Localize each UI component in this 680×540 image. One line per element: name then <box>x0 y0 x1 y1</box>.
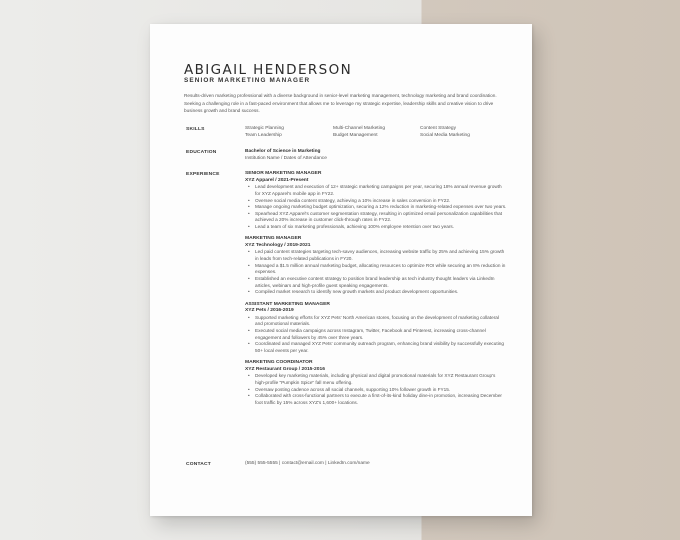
job-bullets <box>245 315 507 355</box>
skill-item: Budget Management <box>333 132 378 138</box>
resume-page <box>150 24 532 516</box>
skills-column-2 <box>333 126 385 140</box>
job-entry <box>245 236 507 296</box>
job-bullets <box>245 249 507 296</box>
job-entry <box>245 302 507 355</box>
job-title: ASSISTANT MARKETING MANAGER <box>245 301 330 307</box>
job-bullet: • Lead a team of six marketing professionals, achieving 100% employee retention over two years. <box>255 224 507 231</box>
job-title: MARKETING COORDINATOR <box>245 360 313 366</box>
job-company: XYZ Pets / 2016-2019 <box>245 308 294 314</box>
job-bullet: • Spearhead XYZ Apparel's customer segmentation strategy, resulting in optimized email personalization capabilities that achieved a 20% increase in customer click-through rates in FY22. <box>255 211 507 224</box>
contact-label: CONTACT <box>186 462 211 467</box>
education-entry <box>245 149 327 163</box>
job-company: XYZ Apparel / 2021-Present <box>245 177 309 183</box>
job-bullet: • Collaborated with cross-functional partners to execute a first-of-its-kind holiday dine-in promotion, increasing December foot traffic by 15% across XYZ's 1,600+ locations. <box>255 393 507 406</box>
resume-job-title: SENIOR MARKETING MANAGER <box>184 77 311 84</box>
job-bullet: • Developed key marketing materials, including physical and digital promotional materials for XYZ Restaurant Group's high-profile "Pumpkin Spice" fall menu offering. <box>255 373 507 386</box>
education-label: EDUCATION <box>186 150 217 155</box>
job-company: XYZ Restaurant Group / 2015-2016 <box>245 366 325 372</box>
education-institution: Institution Name / Dates of Attendance <box>245 155 327 161</box>
education-degree: Bachelor of Science in Marketing <box>245 149 321 154</box>
job-bullet: • Supported marketing efforts for XYZ Pets' North American stores, focusing on the development of marketing collateral and promotional materials. <box>255 315 507 328</box>
experience-label: EXPERIENCE <box>186 172 220 177</box>
skill-item: Content Strategy <box>420 126 456 131</box>
skill-item: Social Media Marketing <box>420 132 470 138</box>
resume-name: ABIGAIL HENDERSON <box>184 62 353 78</box>
job-bullet: • Lead development and execution of 12+ strategic marketing campaigns per year, securing 18% annual revenue growth for XYZ Apparel's mobile app in FY22. <box>255 184 507 197</box>
job-bullet: • Oversee social media content strategy, achieving a 10% increase in sales conversion in FY22. <box>255 198 507 205</box>
job-entry <box>245 360 507 406</box>
job-bullet: • Coordinated and managed XYZ Pets' community outreach program, enhancing brand visibility by successfully executing 50+ local events per year. <box>255 341 507 354</box>
skill-item: Strategic Planning <box>245 126 284 131</box>
job-bullets <box>245 373 507 406</box>
skills-label: SKILLS <box>186 127 205 132</box>
skill-item: Team Leadership <box>245 132 282 138</box>
job-title: SENIOR MARKETING MANAGER <box>245 171 322 176</box>
experience-list <box>245 171 507 412</box>
job-bullet: • Managed a $1.5 million annual marketing budget, allocating resources to optimize ROI while securing an 8% reduction in expenses. <box>255 263 507 276</box>
resume-summary: Results-driven marketing professional with a diverse background in senior-level marketing management, technology marketing and brand coordination. Seeking a challenging role in a fast-paced environment that allows me to leverage my strategic expertise, leadership skills and creative vision to drive business growth and brand success. <box>184 93 497 114</box>
skills-column-1 <box>245 126 284 140</box>
skills-column-3 <box>420 126 470 140</box>
job-bullets <box>245 184 507 231</box>
job-bullet: • Manage ongoing marketing budget optimization, securing a 12% reduction in marketing-related expenses over two years. <box>255 204 507 211</box>
job-company: XYZ Technology / 2019-2021 <box>245 242 311 248</box>
skill-item: Multi-Channel Marketing <box>333 126 385 131</box>
job-bullet: • Compiled market research to identify new growth markets and product development opportunities. <box>255 289 507 296</box>
job-bullet: • Established an executive content strategy to position brand leadership as tech industry thought leaders via LinkedIn articles, webinars and high-profile guest speaking engagements. <box>255 276 507 289</box>
job-title: MARKETING MANAGER <box>245 236 302 242</box>
job-entry <box>245 171 507 231</box>
job-bullet: • Led paid content strategies targeting tech-savvy audiences, increasing website traffic by 25% and achieving 15% growth in leads from tech-related publications in FY20. <box>255 249 507 262</box>
contact-info: (555) 555-5555 | contact@email.com | LinkedIn.com/name <box>245 461 370 466</box>
job-bullet: • Executed social media campaigns across Instagram, Twitter, Facebook and Pinterest, increasing cross-channel engagement and followers by 45% over three years. <box>255 328 507 341</box>
job-bullet: • Oversaw posting cadence across all social channels, supporting 10% follower growth in FY15. <box>255 387 507 394</box>
